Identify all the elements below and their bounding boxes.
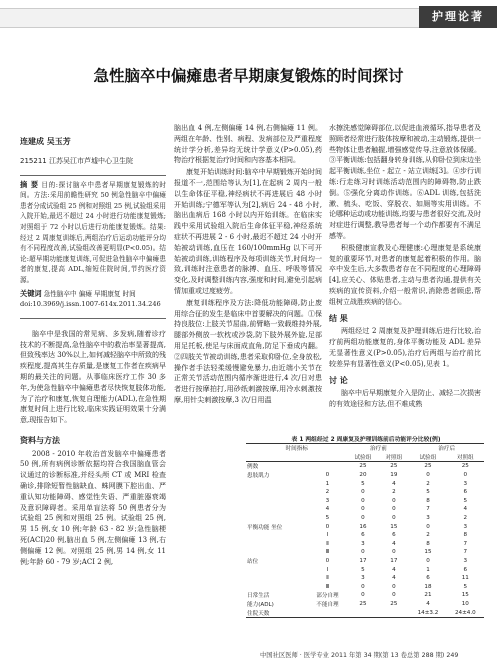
intro-paragraph: 脑卒中是我国的常见病、多发病,随着诊疗技术的不断提高,急性脑卒中的救治率显著提高,但致残率达 30%以上,如何减轻脑卒中所致的残疾程度,提高其生存质量,是康复工作者在疾病早期的最关注的问题。从事临床医疗工作 30 多年,为使急性脑卒中偏瘫患者尽快恢复肢体功能,为了治疗和康复,恢复自理能力(ADL),在急性期康复时间上进行比较,临床实践证明效果十分满意,现报告如下。: [20, 329, 167, 425]
table-cell: 0: [361, 515, 365, 522]
table-cell: 2: [426, 480, 430, 487]
table-cell: 6: [463, 489, 468, 496]
table-row: [246, 488, 484, 497]
table-cell: 0: [392, 549, 396, 556]
table-cell: 4: [426, 600, 430, 607]
table-cell: [246, 548, 307, 557]
table-cell: 不能自理: [316, 601, 339, 608]
table-header-row: [246, 453, 484, 462]
table-cell: 2: [463, 515, 468, 522]
table-cell: 15: [461, 592, 469, 599]
table-header-cell: 对照组: [378, 453, 409, 462]
table-cell: Ⅲ: [325, 583, 330, 590]
table-cell: 8: [426, 540, 430, 547]
table-header-cell: 试验组: [409, 453, 446, 462]
table-cell: 24±4.0: [447, 608, 484, 617]
table-cell: 5: [426, 489, 430, 496]
table-cell: 4: [463, 506, 468, 513]
section-heading-discussion: 讨 论: [329, 375, 348, 385]
table-row: [246, 505, 484, 514]
keywords: [20, 289, 166, 300]
table-row: [246, 583, 484, 592]
table-cell: 0: [361, 549, 365, 556]
table-cell: 7: [463, 540, 468, 547]
table-cell: 0: [325, 558, 330, 565]
table-row: [246, 548, 484, 557]
table-cell: 3: [325, 497, 330, 504]
table-cell: 0: [361, 583, 365, 590]
table-cell: 7: [426, 506, 430, 513]
table-cell: 5: [325, 515, 330, 522]
table-cell: 3: [426, 515, 430, 522]
table-cell: 住院天数: [246, 608, 307, 617]
table-row: [246, 531, 484, 540]
page-footer: 中国社区医师 · 医学专业 2011 年第 34 期(第 13 卷总第 288 期) 249: [260, 652, 459, 659]
discussion-paragraph: 脑卒中后早期康复介入是防止、减轻二次损害的有效途径和方法,但不难成熟: [329, 389, 481, 409]
table-header-row: [246, 444, 484, 453]
divider: [20, 175, 166, 176]
table-cell: [307, 608, 347, 617]
table-cell: 19: [390, 472, 398, 479]
paragraph: 康复训练程序及方法:降低功能障碍,防止废用综合征的发生是临床中首要解决的问题。①保持良肢位:上肢关节屈曲,前臂略一致载维持外展,腿部外侧放一软枕或沙袋,防下肢外展外旋,足部用足托板,使足与床面成直角,防足下垂成内翻。②四肢关节被动训练,患者采取仰卧位,全身放松,操作者手法轻柔缓慢避免暴力,由近端小关节在正常关节活动范围内循序渐进进行,4 次/日对患者进行按摩拍打,用砂纸刺激按摩,用冷水刺激按摩,用针尖刺激按摩,3 次/日用温: [174, 298, 322, 404]
table-header-cell: 治疗前: [348, 444, 410, 453]
table-cell: 4: [392, 480, 396, 487]
table-cell: 21: [424, 592, 432, 599]
table-cell: 0: [392, 515, 396, 522]
table-header-cell: 时间指标: [246, 444, 348, 453]
table-cell: 17: [390, 558, 398, 565]
table-cell: [246, 540, 307, 549]
table-row: [246, 522, 484, 531]
section-tag: 护理论著: [419, 6, 497, 28]
table-cell: 0: [392, 497, 396, 504]
table-row: [246, 591, 484, 600]
table-cell: 25: [461, 463, 469, 470]
table-cell: 2: [426, 532, 430, 539]
paragraph: 脑出血 4 例,左侧偏瘫 14 例,右侧偏瘫 11 例。两组在年龄、性别、病程、发病部位及严重程度统计学分析,差异均无统计学意义(P>0.05),药物治疗根据复治疗时间和内容基本相同。: [174, 124, 322, 165]
affiliation: 215211 江苏吴江市芦墟中心卫生院: [20, 156, 133, 165]
table-header-cell: 治疗后: [409, 444, 484, 453]
doi: doi:10.3969/j.issn.1007-614x.2011.34.246: [20, 300, 161, 309]
table-cell: [246, 531, 307, 540]
table-cell: 5: [361, 566, 365, 573]
table-cell: [246, 574, 307, 583]
table-cell: 0: [361, 489, 365, 496]
table-cell: 25: [390, 600, 398, 607]
table-cell: Ⅱ: [326, 575, 329, 582]
table-cell: 4: [325, 506, 330, 513]
table-cell: 6: [463, 566, 468, 573]
table-row: [246, 471, 484, 480]
table-cell: 25: [359, 463, 367, 470]
table-cell: 2: [325, 489, 330, 496]
table-cell: 14±3.2: [409, 608, 446, 617]
table-cell: 20: [359, 472, 367, 479]
table-cell: 2: [392, 489, 396, 496]
table-title: 表 1 两组经过 2 周康复及护理训练前后功能评分比较(例): [291, 437, 441, 443]
section-heading-methods: 资料与方法: [20, 435, 60, 445]
table-cell: [246, 583, 307, 592]
data-table: [246, 443, 484, 618]
table-cell: 0: [325, 472, 330, 479]
table-row: [246, 497, 484, 506]
table-cell: [307, 462, 347, 471]
table-cell: 例数: [247, 464, 259, 471]
table-cell: 4: [392, 540, 396, 547]
table-cell: 1: [325, 480, 330, 487]
table-cell: 3: [361, 540, 365, 547]
table-row: [246, 574, 484, 583]
table-cell: 0: [426, 472, 430, 479]
table-cell: 0: [361, 592, 365, 599]
table-cell: 3: [463, 523, 468, 530]
table-cell: Ⅱ: [326, 540, 329, 547]
keywords-text: 急性脑卒中 偏瘫 早期康复 时间: [43, 289, 136, 298]
table-cell: 16: [359, 523, 367, 530]
table-body: [246, 462, 484, 618]
table-header-cell: [246, 453, 348, 462]
table-cell: 日常生活: [247, 593, 270, 600]
table-row: [246, 479, 484, 488]
methods-paragraph: 2008 - 2010 年收治首发脑卒中偏瘫患者 50 例,所有病例诊断依据均符合我国脑血管会议通过的诊断标准,并经头颅 CT 或 MRI 检查确诊,排除短暂性脑缺血、蛛网膜下腔出血、严重认知功能障碍、感觉性失语、严重脏器衰竭及意识障碍者。采用单盲法将 50 例患者分为试验组 25 例和对照组 25 例。试验组 25 例,男 15 例,女 10 例;年龄 63 - 82 岁;急性脑梗死(ACI)20 例,脑出血 5 例,左侧偏瘫 13 例,右侧偏瘫 12 例。对照组 25 例,男 14 例,女 11 例;年龄 60 - 79 岁;ACI 2 例,: [20, 449, 166, 566]
table-cell: 5: [463, 497, 468, 504]
table-row: [246, 600, 484, 609]
table-cell: 患肢肌力: [247, 473, 270, 480]
table-cell: 部分自理: [316, 593, 339, 600]
paragraph: 康复开始训练时间:脑卒中早期锻炼开始时间报道不一,范围给等认为[1],在起病 2 周内一般以生命体征平稳,神经病状不再进展后 48 小时开始训练;宁德军等认为[2],病后 24 - 48 小时,脑出血病后 168 小时以内开始训练。在临床实践中采用试验组入院后生命体征平稳,神经系统症状不再进展 2 - 6 小时,最迟不超过 24 小时开始被动训练,血压在 160/100mmHg 以下可开始被动训练,训练程序及每项训练关节,时间均一致,训练时注意患者的脉搏、血压、呼吸等情况变化,及时调整训练内容,强度和时间,避免引起病情加重或过度疲劳。: [174, 168, 322, 295]
table-cell: 0: [361, 497, 365, 504]
article-title: 急性脑卒中偏瘫患者早期康复锻炼的时间探讨: [93, 67, 404, 85]
table-header-cell: 对照组: [447, 453, 484, 462]
column-right: [329, 123, 481, 411]
table-cell: 5: [361, 480, 365, 487]
table-cell: 能力(ADL): [247, 601, 274, 608]
table-cell: 0: [325, 523, 330, 530]
section-heading-results: 结 果: [329, 313, 348, 323]
abstract: [20, 180, 166, 286]
table-header-cell: 试验组: [348, 453, 379, 462]
table-cell: 25: [390, 463, 398, 470]
table-cell: 4: [392, 575, 396, 582]
table-cell: [246, 497, 307, 506]
table-cell: 5: [463, 583, 468, 590]
abstract-label: 摘 要: [20, 179, 39, 189]
column-left: [20, 137, 166, 568]
table-cell: 25: [424, 463, 432, 470]
table-cell: [246, 479, 307, 488]
table-cell: 4: [392, 566, 396, 573]
table-cell: 8: [426, 497, 430, 504]
table-cell: 3: [463, 558, 468, 565]
table-cell: 0: [392, 592, 396, 599]
authors: 连建成 吴玉芳: [20, 137, 71, 146]
divider: [20, 318, 166, 319]
results-paragraph: 两组经过 2 周康复及护理训练后进行比较,治疗前两组功能康复的,身体平衡功能及 ADL 差异无显著性意义(P>0.05),治疗后两组与治疗前比较差异有显著性意义(P<0.05),见表 1。: [329, 327, 481, 368]
table-cell: [246, 514, 307, 523]
table-cell: 0: [392, 506, 396, 513]
table-cell: [246, 565, 307, 574]
table-cell: 1: [426, 566, 430, 573]
table-row: [246, 557, 484, 566]
table-cell: 15: [390, 523, 398, 530]
column-middle: [174, 123, 322, 407]
table-cell: 6: [426, 575, 430, 582]
table-cell: [378, 608, 409, 617]
table-cell: 3: [361, 575, 365, 582]
table-cell: [348, 608, 379, 617]
table-row: [246, 514, 484, 523]
keywords-label: 关键词: [20, 288, 42, 298]
table-row: [246, 608, 484, 617]
table-cell: 0: [426, 558, 430, 565]
table-cell: 0: [392, 583, 396, 590]
table-row: [246, 540, 484, 549]
paragraph: 水擦洗感觉障碍部位,以促进血液循环,指导患者及照顾者经常进行肢体按摩和被动,主动锻炼,提供一些物体让患者触握,增强感觉传导,注意放体保暖。③平衡训练:包括翻身转身训练,从仰卧位到床边坐起平衡训练,坐位 - 起立 - 站立训练[3]。④步行训练:行走练习时训练活动范围内的障碍物,防止跌倒。⑤强化分离动作训练。⑥ADL 训练,包括洗漱、梳头、吃饭、穿脱衣、如厕等实用训练。不论哪种运动或功能训练,均要与患者很好交流,及时对症进行调整,教导患者每一个动作都要有不满足感等。: [329, 124, 481, 240]
table-cell: 8: [463, 532, 468, 539]
table-cell: 15: [424, 549, 432, 556]
table-cell: 6: [361, 532, 365, 539]
table-cell: 3: [463, 480, 468, 487]
table-cell: [246, 488, 307, 497]
table-cell: 0: [361, 506, 365, 513]
table-cell: Ⅲ: [325, 549, 330, 556]
table-row: [246, 462, 484, 471]
table-cell: 25: [359, 600, 367, 607]
table-row: [246, 565, 484, 574]
table-cell: 0: [463, 472, 468, 479]
paragraph: 积极健康宣教及心理健康:心理康复是系统康复的重要环节,对患者的康复起着积极的作用。脑卒中发生后,大多数患者存在不同程度的心理障碍[4],应关心、体贴患者,主动与患者沟通,提供有关疾病的宣传资料,介绍一般常识,消除患者顾虑,帮组树立战胜疾病的信心。: [329, 243, 481, 306]
table-cell: 11: [461, 575, 469, 582]
table-cell: 10: [461, 600, 469, 607]
table-cell: [246, 505, 307, 514]
table-cell: Ⅰ: [326, 532, 329, 539]
table-cell: 18: [424, 583, 432, 590]
abstract-text: 目的:探讨脑卒中患者早期康复锻炼的时间。方法:采用前瞻性研究 50 例急性脑卒中偏瘫患者分成试验组 25 例和对照组 25 例,试验组采用入院开始,最迟不超过 24 小时进行功能康复锻炼;对照组于 72 小时以后进行功能康复锻炼。结果:经过 2 周康复训练后,两组治疗后运动功能评分均有不同程度改善,试验组改善更明显(P<0.05)。结论:超早期功能康复训练,可促进急性脑卒中偏瘫患者的康复,提高 ADL,缩短住院时间,节约医疗资源。: [20, 180, 166, 284]
table-cell: 17: [359, 558, 367, 565]
table-cell: 6: [392, 532, 396, 539]
table-cell: 0: [426, 523, 430, 530]
table-cell: 平衡功能 坐位: [247, 524, 283, 531]
table-cell: 7: [463, 549, 468, 556]
table-cell: Ⅰ: [326, 566, 329, 573]
table-cell: 站位: [247, 559, 259, 566]
